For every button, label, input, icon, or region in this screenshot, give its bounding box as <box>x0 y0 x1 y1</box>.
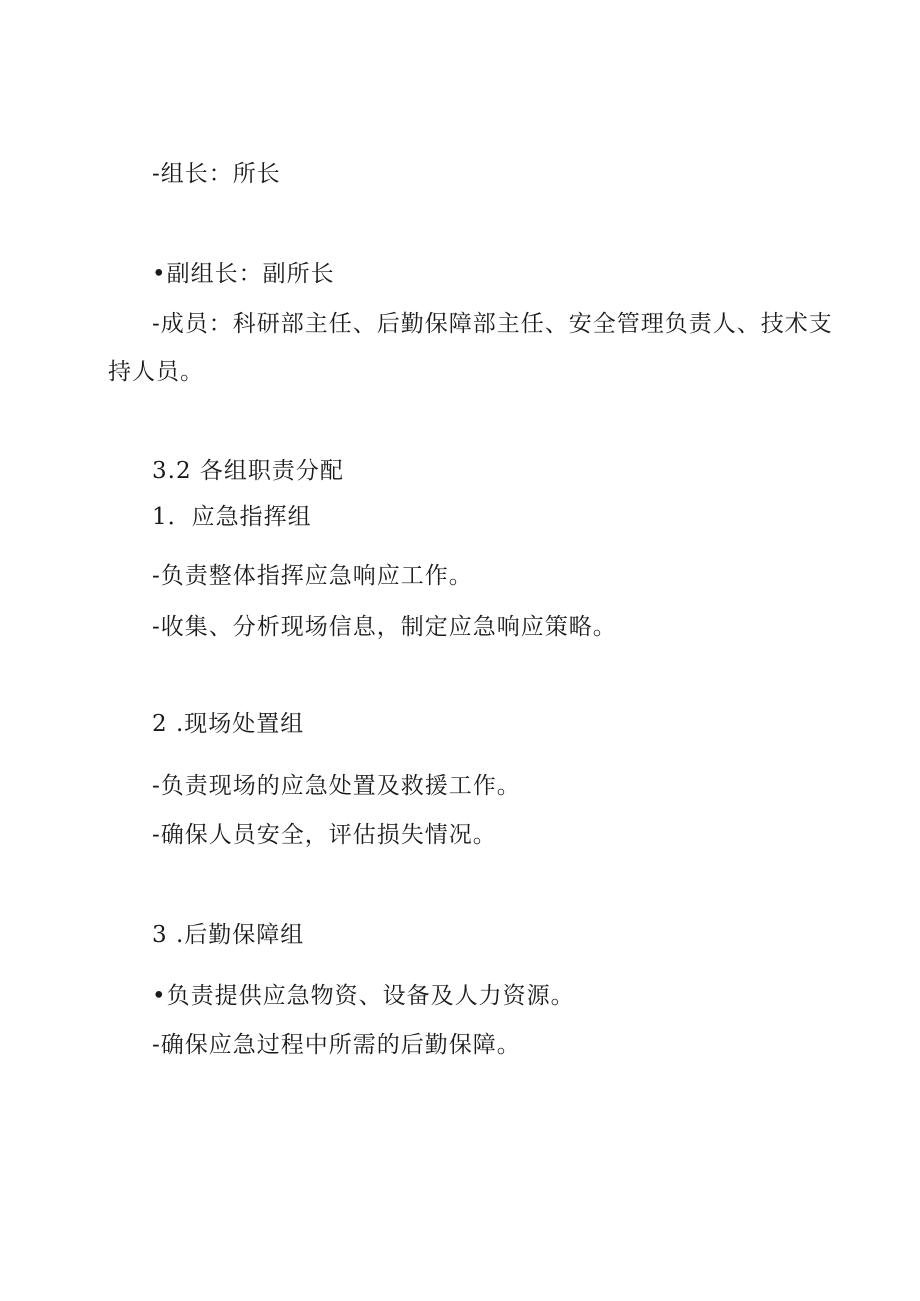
members-line-2: 持人员。 <box>108 359 204 385</box>
group3-item-1: •负责提供应急物资、设备及人力资源。 <box>152 983 575 1009</box>
group2-item-2: -确保人员安全，评估损失情况。 <box>152 822 497 848</box>
section-heading: 3.2 各组职责分配 <box>152 458 344 484</box>
group3-title: 3 .后勤保障组 <box>152 922 305 948</box>
group1-item-1: -负责整体指挥应急响应工作。 <box>152 563 473 589</box>
members-line-1: -成员：科研部主任、后勤保障部主任、安全管理负责人、技术支 <box>152 311 833 337</box>
deputy-leader-line: •副组长：副所长 <box>152 261 335 287</box>
leader-line: -组长：所长 <box>152 161 281 187</box>
group1-item-2: -收集、分析现场信息，制定应急响应策略。 <box>152 614 617 640</box>
group2-item-1: -负责现场的应急处置及救援工作。 <box>152 773 521 799</box>
group1-title: 1．应急指挥组 <box>152 504 312 530</box>
group3-item-2: -确保应急过程中所需的后勤保障。 <box>152 1032 521 1058</box>
group2-title: 2 .现场处置组 <box>152 711 305 737</box>
